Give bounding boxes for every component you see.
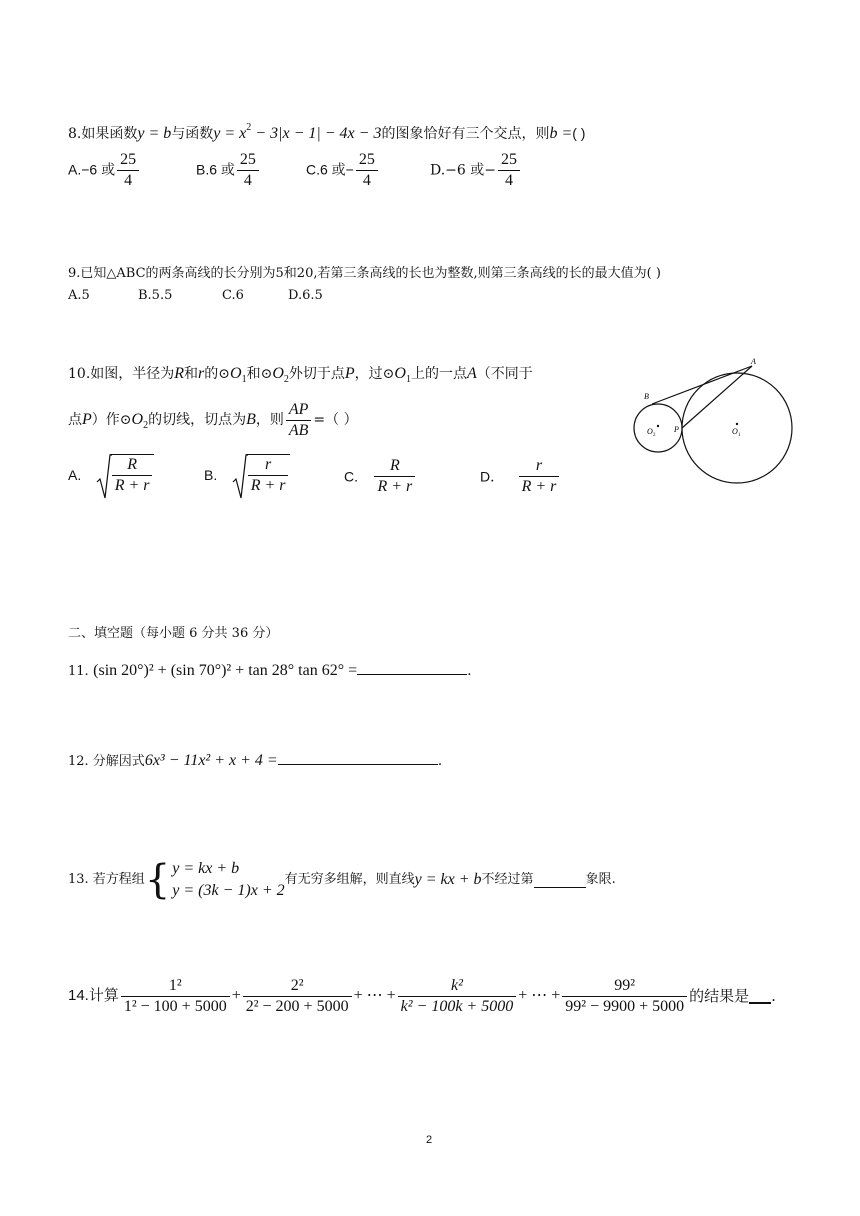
center-o1-dot bbox=[736, 423, 738, 425]
figure-label-p: P bbox=[674, 425, 679, 434]
q10-O2-b: O bbox=[131, 411, 144, 428]
q13-eq-a: y = kx + b bbox=[172, 860, 240, 877]
q8-option-b-den: 4 bbox=[237, 170, 259, 191]
q10-option-a-num: R bbox=[127, 456, 137, 473]
q10-option-b-sqrt bbox=[232, 454, 291, 496]
q10-line2c: 的切线，切点为 bbox=[148, 412, 247, 428]
q11-answer-blank[interactable] bbox=[357, 660, 467, 675]
q8-option-d-frac bbox=[498, 150, 520, 191]
q14-term-2-den: 2² − 200 + 5000 bbox=[243, 996, 352, 1017]
q10-option-b-den: R + r bbox=[248, 475, 289, 496]
q10-line1d: 外切于点 bbox=[288, 366, 345, 382]
q8-stem: 8.如果函数y = b与函数$y = x^2 - 3|x - 1| - 4x - 3$的图象恰好有三个交点，则b =( ) bbox=[68, 122, 586, 142]
q8-prefix: 8.如果函数 bbox=[68, 126, 138, 142]
q14-end: . bbox=[771, 987, 776, 1005]
q8-option-c-num: 25 bbox=[358, 151, 375, 168]
q8-option-d-den: 4 bbox=[498, 170, 520, 191]
q13-answer-blank[interactable] bbox=[534, 873, 586, 888]
q8-option-b-frac bbox=[237, 150, 259, 191]
q12-prefix: 12. 分解因式 bbox=[68, 754, 145, 769]
radical-icon bbox=[96, 454, 112, 500]
q9-option-a: A.5 bbox=[68, 288, 90, 303]
q14-term-k bbox=[398, 976, 517, 1017]
q13-prefix: 13. 若方程组 bbox=[68, 872, 145, 887]
q10-option-b-num: r bbox=[264, 456, 272, 473]
q8-option-a bbox=[68, 150, 141, 191]
q14-dots-2: + ⋯ + bbox=[518, 987, 561, 1004]
q10-A: A bbox=[466, 365, 477, 382]
q10-line1c: 和⊙ bbox=[246, 366, 273, 382]
q8-eq2b: − 3|x − 1| − 4x − 3 bbox=[251, 125, 382, 142]
q11-end: . bbox=[467, 663, 472, 679]
q10-line2: 点P）作$⊙O_2$的切线，切点为B，则 $\frac{AP}{AB}$ =（ ） bbox=[68, 400, 358, 439]
q10-option-d-label: D． bbox=[480, 468, 505, 485]
q10-option-a-sqrt bbox=[96, 454, 155, 496]
q14-term-99-den: 99² − 9900 + 5000 bbox=[562, 996, 687, 1017]
q14-term-2-num: 2² bbox=[290, 976, 304, 994]
q14-term-1-num: 1² bbox=[168, 976, 182, 994]
q13-system bbox=[172, 858, 284, 902]
q8-option-c-frac bbox=[356, 150, 378, 191]
page-number: 2 bbox=[426, 1134, 433, 1146]
q10-frac-den: AB bbox=[286, 420, 312, 441]
q8-mid: 与函数 bbox=[171, 126, 214, 142]
q8-paren: ( ) bbox=[572, 125, 586, 141]
q10-r: r bbox=[198, 365, 205, 382]
q10-option-d bbox=[480, 456, 561, 497]
q10-option-c-num: R bbox=[389, 457, 400, 474]
q14-term-k-num: k² bbox=[450, 976, 463, 994]
q13-line: y = kx + b bbox=[414, 871, 482, 888]
q10-option-c-label: C. bbox=[344, 468, 358, 485]
radical-icon bbox=[232, 454, 248, 500]
q10-line1b: 的⊙ bbox=[204, 366, 231, 382]
q14-suffix: 的结果是 bbox=[689, 987, 750, 1005]
q9-option-c: C.6 bbox=[222, 288, 244, 303]
q10-line1a: 10.如图，半径为 bbox=[68, 366, 175, 382]
q10-P: P bbox=[344, 365, 355, 382]
q9-stem: 9.已知△ABC的两条高线的长分别为5和20,若第三条高线的长也为整数,则第三条高线的长的最大值为( ) bbox=[68, 266, 661, 281]
q14-term-1-den: 1² − 100 + 5000 bbox=[121, 996, 230, 1017]
q8-option-d-num: 25 bbox=[501, 151, 517, 168]
q12-end: . bbox=[437, 753, 443, 769]
q8-option-c-label: C.6 或− bbox=[306, 161, 354, 178]
brace-icon: { bbox=[144, 857, 171, 903]
q13-mid: 有无穷多组解，则直线 bbox=[284, 872, 415, 887]
q10-and: 和 bbox=[184, 366, 199, 382]
q10-O1: O bbox=[230, 365, 242, 382]
svg-text:2: 2 bbox=[653, 433, 656, 438]
q8-eq1: y = b bbox=[137, 125, 172, 142]
q10-O2: O bbox=[272, 365, 284, 382]
q10-option-b bbox=[204, 454, 290, 496]
q14-prefix: 14.计算 bbox=[68, 987, 119, 1004]
q8-option-b bbox=[196, 150, 261, 191]
center-o2-dot bbox=[657, 425, 659, 427]
q14: 14.计算 $\frac{\text{1²}}{\text{1² − 100 + 5000}}$ + $\frac{\text{2²}}{\text{2² − 200 + 5000}}$ + ⋯ + $\frac{\text{k²}}{\text{k² − 100k + 5000}}$ + ⋯ + $\frac{\text{99²}}{\text{99² − 9900 + 5000}}$ 的结果是 . bbox=[68, 976, 776, 1015]
q8-eq2a: y = x bbox=[213, 125, 247, 142]
q10-frac bbox=[286, 400, 312, 441]
q10-B: B bbox=[246, 411, 256, 428]
q14-answer-blank[interactable] bbox=[749, 988, 771, 1004]
q14-term-2 bbox=[243, 976, 352, 1017]
q11 bbox=[68, 660, 472, 682]
q10-P-b: P bbox=[82, 411, 92, 428]
figure-label-b: B bbox=[644, 392, 649, 401]
q11-num: 11. bbox=[68, 664, 89, 679]
q14-term-99 bbox=[562, 976, 687, 1017]
q10-line2e: =（ ） bbox=[313, 412, 358, 428]
svg-text:1: 1 bbox=[738, 433, 741, 438]
q8-option-a-frac bbox=[117, 150, 139, 191]
q10-frac-num: AP bbox=[288, 400, 309, 418]
q14-dots-1: + ⋯ + bbox=[353, 987, 396, 1004]
q11-expr: (sin 20°)² + (sin 70°)² + tan 28° tan 62° = bbox=[93, 662, 358, 679]
q10-option-c bbox=[344, 456, 417, 497]
figure-label-a: A bbox=[751, 357, 756, 366]
q10-figure bbox=[628, 352, 808, 488]
q10-option-a-label: A. bbox=[68, 467, 82, 483]
q8-option-c-den: 4 bbox=[356, 170, 378, 191]
q8-option-a-num: 25 bbox=[120, 151, 137, 168]
q9-option-d: D.6.5 bbox=[288, 288, 323, 303]
q8-suffix: 的图象恰好有三个交点，则 bbox=[381, 126, 550, 142]
q14-term-k-den: k² − 100k + 5000 bbox=[398, 996, 517, 1017]
q10-option-d-num: r bbox=[535, 457, 543, 474]
q8-option-d-label: D.−6 或− bbox=[430, 162, 496, 179]
q10-line2a: 点 bbox=[68, 412, 82, 428]
q10-line1: 10.如图，半径为R和r的$⊙O_1$和$⊙O_2$外切于点P，过$⊙O_1$上的一点A（不同于 bbox=[68, 365, 533, 385]
section-2-heading: 二、填空题（每小题 6 分共 36 分） bbox=[68, 626, 279, 641]
q10-line1g: （不同于 bbox=[476, 366, 533, 382]
q13-eq-b: y = (3k − 1)x + 2 bbox=[172, 882, 285, 899]
q10-option-d-den: R + r bbox=[519, 476, 560, 497]
figure-label-o1: O bbox=[732, 427, 738, 436]
q12 bbox=[68, 750, 442, 772]
q13 bbox=[68, 856, 616, 904]
q12-expr: 6x³ − 11x² + x + 4 = bbox=[144, 752, 278, 769]
q10-line1f: 上的一点 bbox=[410, 366, 467, 382]
q8-option-a-label: A.−6 或 bbox=[68, 161, 116, 178]
q8-option-b-label: B.6 或 bbox=[196, 161, 235, 178]
q8-option-d bbox=[430, 150, 522, 191]
q10-option-b-label: B. bbox=[204, 467, 218, 483]
q14-term-1 bbox=[121, 976, 230, 1017]
q10-O1-b: O bbox=[394, 365, 406, 382]
q8-option-a-den: 4 bbox=[117, 170, 139, 191]
q10-line1e: ，过⊙ bbox=[354, 366, 395, 382]
q8-tail: b = bbox=[549, 125, 573, 142]
tangent-line bbox=[652, 366, 752, 404]
q9-option-b: B.5.5 bbox=[138, 288, 173, 303]
q8-option-c bbox=[306, 150, 380, 191]
q10-line2b: ）作⊙ bbox=[91, 412, 132, 428]
q13-after: 不经过第 bbox=[481, 872, 534, 887]
q13-end: 象限. bbox=[585, 872, 616, 887]
q10-option-a bbox=[68, 454, 154, 496]
q10-R: R bbox=[174, 365, 185, 382]
q10-line2d: ，则 bbox=[255, 412, 284, 428]
q10-option-a-den: R + r bbox=[112, 475, 153, 496]
figure-label-o2: O bbox=[647, 427, 653, 436]
q14-term-99-num: 99² bbox=[614, 976, 636, 994]
q8-option-b-num: 25 bbox=[239, 151, 256, 168]
q10-option-c-den: R + r bbox=[374, 476, 415, 497]
line-ap bbox=[682, 366, 752, 428]
q12-answer-blank[interactable] bbox=[278, 750, 438, 765]
